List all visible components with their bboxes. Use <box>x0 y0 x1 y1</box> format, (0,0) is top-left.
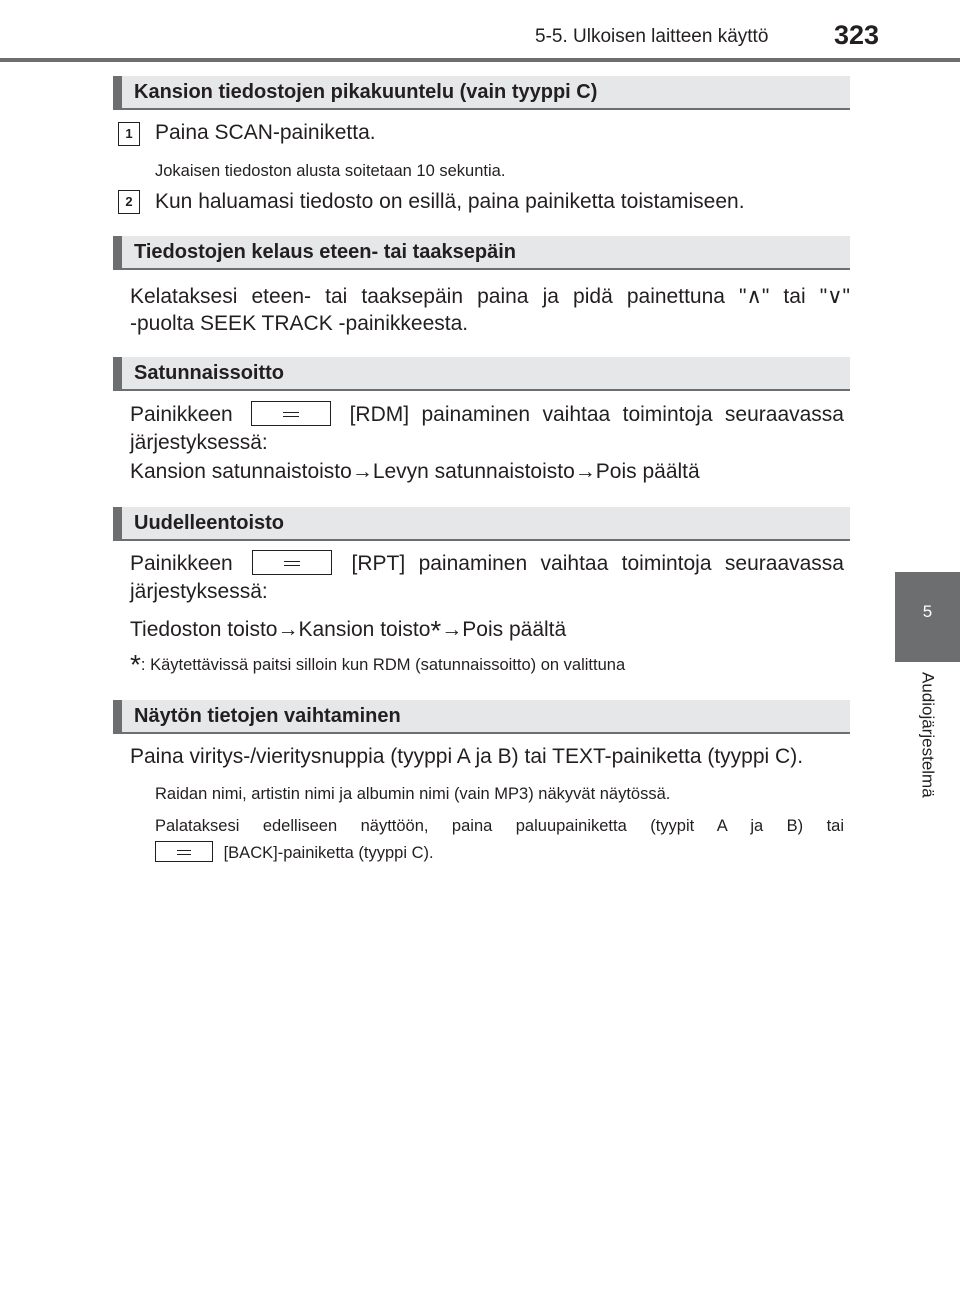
footnote-asterisk: * <box>130 649 141 680</box>
page-number: 323 <box>834 20 880 50</box>
seek-instruction-line-2: -puolta SEEK TRACK -painikkeesta. <box>130 312 469 335</box>
repeat-text-b: [RPT] painaminen vaihtaa toimintoja seuraavassa <box>351 552 844 575</box>
asterisk: * <box>430 615 442 646</box>
section-heading-text: Näytön tietojen vaihtaminen <box>134 705 401 727</box>
header-divider <box>0 58 960 62</box>
display-instruction: Paina viritys-/vieritysnuppia (tyyppi A ja B) tai TEXT-painiketta (tyyppi C). <box>130 745 804 768</box>
section-heading-text: Satunnaissoitto <box>134 362 285 384</box>
section-heading-text: Kansion tiedostojen pikakuuntelu (vain tyyppi C) <box>134 81 598 103</box>
display-note-1: Raidan nimi, artistin nimi ja albumin nimi (vain MP3) näkyvät näytössä. <box>155 785 671 803</box>
section-heading-display <box>113 700 850 734</box>
repeat-seq-b: →Pois päältä <box>441 618 567 641</box>
step-1-note: Jokaisen tiedoston alusta soitetaan 10 sekuntia. <box>155 162 506 180</box>
display-note-2: Palataksesi edelliseen näyttöön, paina paluupainiketta (tyypit A ja B) tai <box>155 817 844 835</box>
step-2-text: Kun haluamasi tiedosto on esillä, paina painiketta toistamiseen. <box>155 190 745 213</box>
display-note-3 <box>155 841 434 864</box>
footnote-text: : Käytettävissä paitsi silloin kun RDM (satunnaissoitto) on valittuna <box>140 656 626 674</box>
repeat-instruction-line-1 <box>130 550 844 578</box>
step-number-2: 2 <box>118 190 140 214</box>
rpt-button-icon <box>252 550 332 575</box>
chapter-tab-number: 5 <box>895 572 960 662</box>
section-heading-text: Uudelleentoisto <box>134 512 285 534</box>
display-note-3-text: [BACK]-painiketta (tyyppi C). <box>223 844 434 862</box>
section-heading-random <box>113 357 850 391</box>
header-section-title: 5-5. Ulkoisen laitteen käyttö <box>535 26 769 47</box>
section-heading-text: Tiedostojen kelaus eteen- tai taaksepäin <box>134 241 516 263</box>
random-instruction-line-2: järjestyksessä: <box>130 431 268 454</box>
section-heading-seek <box>113 236 850 270</box>
seek-instruction-line-1: Kelataksesi eteen- tai taaksepäin paina ja pidä painettuna "∧" tai "∨" <box>130 285 850 308</box>
back-button-icon <box>155 841 213 862</box>
chapter-tab-label <box>895 662 960 852</box>
repeat-seq-a: Tiedoston toisto→Kansion toisto <box>130 618 431 641</box>
repeat-text-a: Painikkeen <box>130 552 233 575</box>
step-1-text: Paina SCAN-painiketta. <box>155 121 376 144</box>
random-sequence: Kansion satunnaistoisto→Levyn satunnaistoisto→Pois päältä <box>130 460 700 483</box>
step-number-1: 1 <box>118 122 140 146</box>
repeat-footnote <box>130 649 626 680</box>
section-heading-repeat <box>113 507 850 541</box>
section-heading-folder-scan <box>113 76 850 110</box>
random-text-b: [RDM] painaminen vaihtaa toimintoja seuraavassa <box>349 403 844 426</box>
random-instruction-line-1 <box>130 401 844 429</box>
rdm-button-icon <box>251 401 331 426</box>
random-text-a: Painikkeen <box>130 403 233 426</box>
chapter-tab-label-text: Audiojärjestelmä <box>918 672 938 798</box>
repeat-instruction-line-2: järjestyksessä: <box>130 580 268 603</box>
repeat-sequence <box>130 616 566 644</box>
